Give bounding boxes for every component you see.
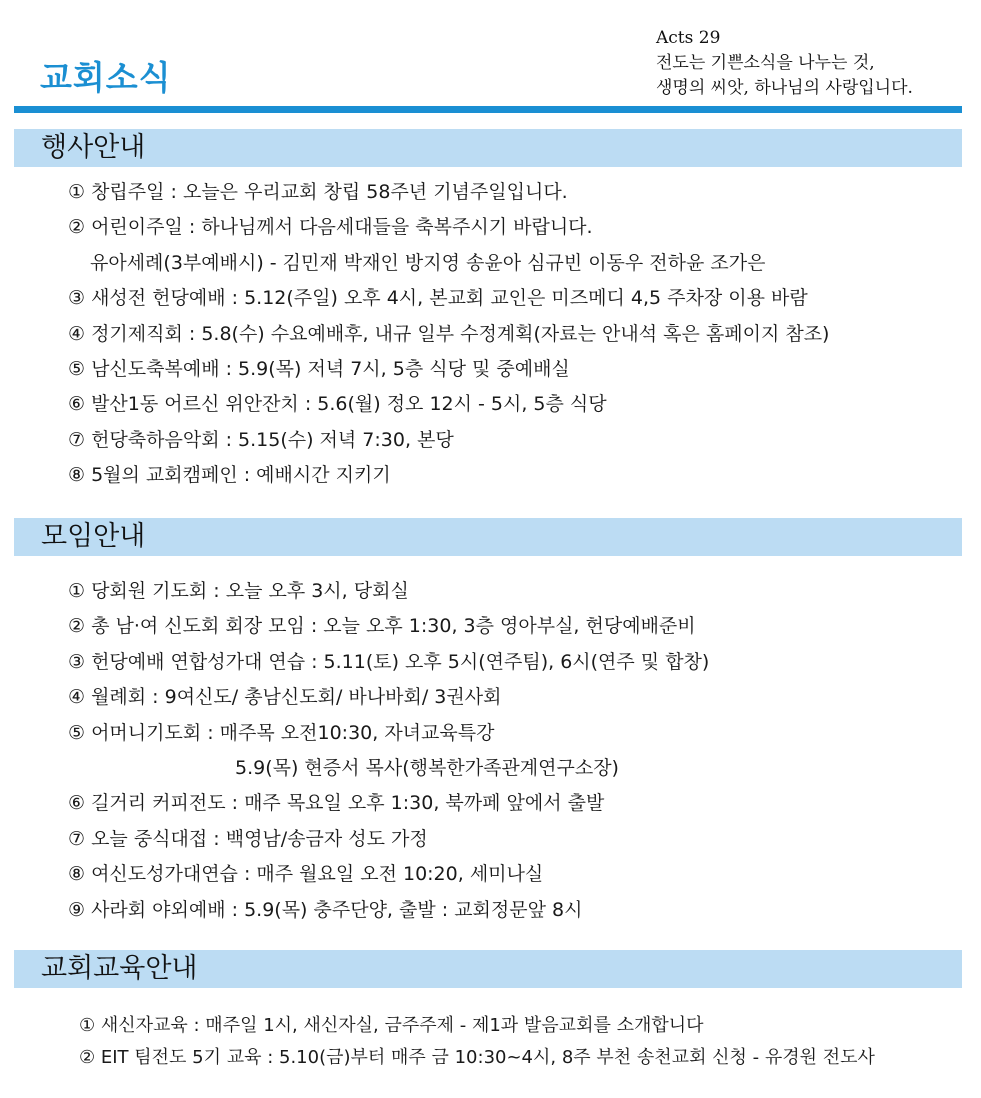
list-item: ④ 월례회 : 9여신도/ 총남신도회/ 바나바회/ 3권사회	[68, 686, 502, 709]
list-item: ① 창립주일 : 오늘은 우리교회 창립 58주년 기념주일입니다.	[68, 181, 568, 203]
list-item: ③ 헌당예배 연합성가대 연습 : 5.11(토) 오후 5시(연주팀), 6시(연주 및 합창)	[68, 650, 710, 673]
list-item: ② EIT 팀전도 5기 교육 : 5.10(금)부터 매주 금 10:30~4시, 8주 부천 송천교회 신청 - 유경원 전도사	[79, 1047, 875, 1068]
list-item: ⑤ 남신도축복예배 : 5.9(목) 저녁 7시, 5층 식당 및 중예배실	[68, 357, 570, 380]
motto	[656, 26, 913, 101]
events-list	[68, 175, 829, 494]
page-title: 교회소식	[40, 58, 172, 97]
list-item: ⑨ 사라회 야외예배 : 5.9(목) 충주단양, 출발 : 교회정문앞 8시	[68, 898, 583, 921]
motto-line: Acts 29	[656, 28, 721, 48]
education-list	[79, 1010, 875, 1074]
list-item: ① 새신자교육 : 매주일 1시, 새신자실, 금주주제 - 제1과 발음교회를 소개합니다	[79, 1015, 704, 1036]
list-item: ② 총 남·여 신도회 회장 모임 : 오늘 오후 1:30, 3층 영아부실, 헌당예배준비	[68, 615, 696, 638]
section-bar-events	[14, 129, 962, 167]
section-title-education: 교회교육안내	[41, 953, 198, 984]
list-item: ② 어린이주일 : 하나님께서 다음세대들을 축복주시기 바랍니다.	[68, 216, 593, 239]
meetings-list	[68, 574, 709, 928]
header-divider	[14, 106, 962, 113]
list-item: ④ 정기제직회 : 5.8(수) 수요예배후, 내규 일부 수정계획(자료는 안내석 혹은 홈페이지 참조)	[68, 322, 830, 345]
list-item: ⑥ 발산1동 어르신 위안잔치 : 5.6(월) 정오 12시 - 5시, 5층 식당	[68, 393, 607, 416]
section-title-meetings: 모임안내	[41, 521, 146, 552]
section-bar-meetings	[14, 518, 962, 556]
list-item: ⑦ 헌당축하음악회 : 5.15(수) 저녁 7:30, 본당	[68, 428, 454, 451]
list-item-continuation: 5.9(목) 현증서 목사(행복한가족관계연구소장)	[235, 756, 619, 779]
list-item: ⑧ 여신도성가대연습 : 매주 월요일 오전 10:20, 세미나실	[68, 863, 544, 886]
list-item: ⑧ 5월의 교회캠페인 : 예배시간 지키기	[68, 464, 391, 487]
list-item: ⑥ 길거리 커피전도 : 매주 목요일 오후 1:30, 북까페 앞에서 출발	[68, 792, 605, 815]
section-title-events: 행사안내	[41, 132, 146, 163]
list-item: ① 당회원 기도회 : 오늘 오후 3시, 당회실	[68, 580, 409, 602]
list-item: ③ 새성전 헌당예배 : 5.12(주일) 오후 4시, 본교회 교인은 미즈메디 4,5 주차장 이용 바람	[68, 287, 808, 310]
motto-line: 전도는 기쁜소식을 나누는 것,	[656, 53, 875, 73]
list-item-continuation: 유아세례(3부예배시) - 김민재 박재인 방지영 송윤아 심규빈 이동우 전하윤 조가은	[90, 251, 766, 274]
motto-line: 생명의 씨앗, 하나님의 사랑입니다.	[656, 78, 913, 98]
list-item: ⑤ 어머니기도회 : 매주목 오전10:30, 자녀교육특강	[68, 721, 495, 744]
list-item: ⑦ 오늘 중식대접 : 백영남/송금자 성도 가정	[68, 827, 428, 850]
